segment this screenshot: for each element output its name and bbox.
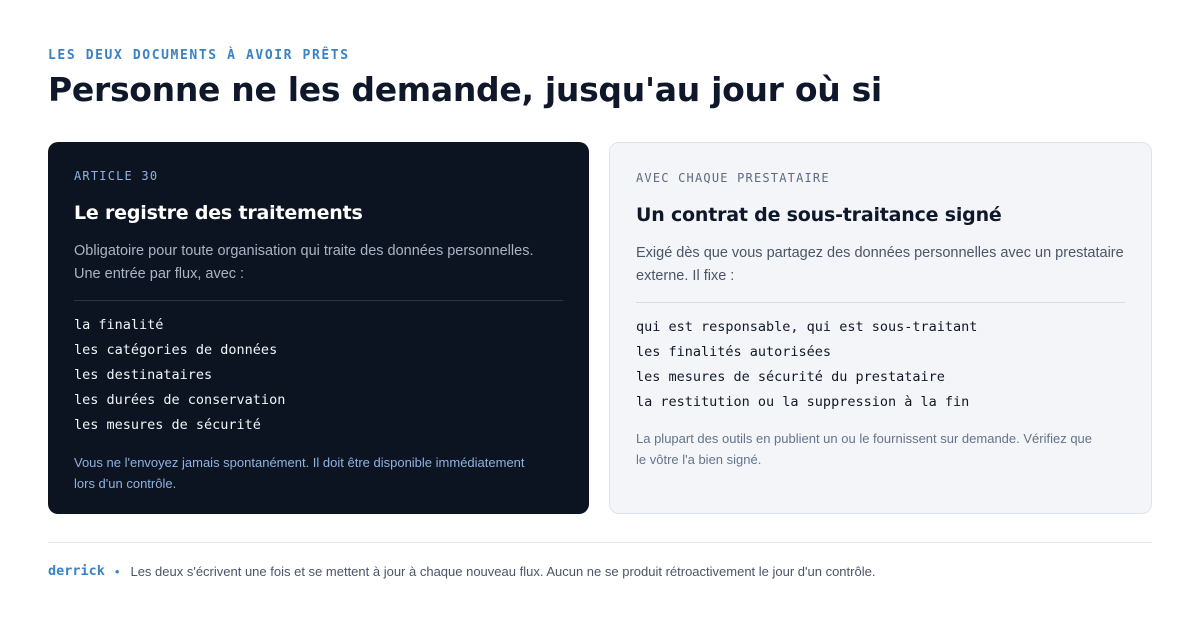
card-note-line: Vous ne l'envoyez jamais spontanément. Il doit être disponible immédiatement [74,455,525,470]
brand-logo: derrick [48,563,105,579]
card-subprocessing-contract [609,142,1152,514]
list-item: qui est responsable, qui est sous-traitant [636,319,978,335]
item-list [74,313,563,438]
card-register [48,142,589,514]
list-item: la finalité [74,317,164,333]
list-item: les destinataires [74,367,213,383]
card-note [636,428,1125,470]
card-description-line: externe. Il fixe : [636,268,735,284]
divider [74,300,563,301]
card-tag: AVEC CHAQUE PRESTATAIRE [636,171,830,185]
divider [636,302,1125,303]
card-description-line: Obligatoire pour toute organisation qui traite des données personnelles. [74,243,534,259]
card-tag: ARTICLE 30 [74,169,159,183]
card-note-line: le vôtre l'a bien signé. [636,452,762,467]
card-note-line: La plupart des outils en publient un ou le fournissent sur demande. Vérifiez que [636,431,1093,446]
list-item: la restitution ou la suppression à la fin [636,394,970,410]
card-note [74,452,563,494]
page-title: Personne ne les demande, jusqu'au jour où si [48,70,882,109]
list-item: les finalités autorisées [636,344,832,360]
card-description-line: Exigé dès que vous partagez des données personnelles avec un prestataire [636,245,1124,261]
list-item: les mesures de sécurité du prestataire [636,369,945,385]
card-description-line: Une entrée par flux, avec : [74,266,245,282]
card-description [636,242,1125,288]
eyebrow-label: LES DEUX DOCUMENTS À AVOIR PRÊTS [48,48,350,63]
card-title: Le registre des traitements [74,202,363,224]
item-list [636,315,1125,415]
list-item: les catégories de données [74,342,278,358]
list-item: les durées de conservation [74,392,286,408]
card-description [74,240,563,286]
footer [48,563,875,579]
separator-dot: • [114,563,120,579]
list-item: les mesures de sécurité [74,417,261,433]
footer-text: Les deux s'écrivent une fois et se mettent à jour à chaque nouveau flux. Aucun ne se produit rétroactivement le jour d'un contrôle. [130,563,876,579]
card-title: Un contrat de sous-traitance signé [636,204,1002,226]
footer-divider [48,542,1152,543]
card-note-line: lors d'un contrôle. [74,476,177,491]
